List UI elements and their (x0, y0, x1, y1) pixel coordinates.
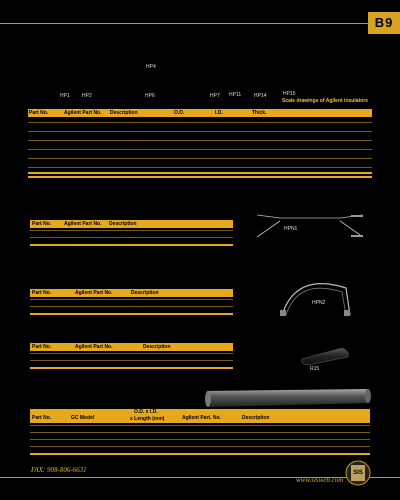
table3-bottom-rule (30, 313, 233, 315)
table5-body (30, 425, 370, 455)
footer-website[interactable]: www.sisweb.com (296, 476, 344, 484)
table1-bottom-rule (28, 172, 372, 174)
table2-header (30, 220, 233, 228)
hp15-label: HP15 (283, 91, 296, 97)
table-row (28, 167, 372, 168)
table4-col-agilent: Agilent Part No. (75, 344, 113, 350)
table4-body (30, 353, 233, 369)
table5-col-length: x Length (mm) (130, 416, 165, 422)
table1-col-thick: Thick. (252, 110, 267, 116)
table2-col-agilent: Agilent Part No. (64, 221, 102, 227)
table1-col-part-no: Part No. (29, 110, 49, 116)
hp4-label: HP4 (146, 64, 156, 70)
table-row (30, 230, 233, 231)
table-row (30, 353, 233, 354)
table2-bottom-rule (30, 244, 233, 246)
table3-col-part-no: Part No. (32, 290, 52, 296)
table2-col-part-no: Part No. (32, 221, 52, 227)
table1-col-description: Description (110, 110, 138, 116)
table-row (28, 131, 372, 132)
table5-bottom-rule (30, 453, 370, 455)
table5-col-description: Description (242, 415, 270, 421)
table5-col-agilent: Agilent Part. No. (182, 415, 221, 421)
table-row (30, 237, 233, 238)
sis-logo-icon (345, 460, 371, 486)
table-row (28, 140, 372, 141)
hpn1-label: HPN1 (284, 226, 298, 232)
table-row (30, 306, 233, 307)
top-rule (0, 23, 368, 24)
table5-col-gc-model: GC Model (71, 415, 95, 421)
table-row (30, 432, 370, 433)
hpn2-label: HPN2 (312, 300, 326, 306)
footer-fax: FAX: 908-806-6631 (31, 466, 87, 474)
table-row (30, 299, 233, 300)
table3-header (30, 289, 233, 297)
table2-body (30, 230, 233, 246)
table1-col-od: O.D. (174, 110, 185, 116)
table1-bottom-rule-2 (28, 176, 372, 178)
table-row (30, 446, 370, 447)
table5-header (30, 409, 370, 423)
table1-col-agilent: Agilent Part No. (64, 110, 102, 116)
table-row (28, 122, 372, 123)
table3-col-description: Description (131, 290, 159, 296)
table2-col-description: Description (109, 221, 137, 227)
r15-insulator-drawing (298, 345, 353, 367)
hp6-label: HP6 (145, 93, 155, 99)
table4-header (30, 343, 233, 351)
hpn1-insulator-drawing (255, 212, 370, 240)
hp2-label: HP2 (82, 93, 92, 99)
table4-col-description: Description (143, 344, 171, 350)
sis-logo-text: SIS (353, 470, 363, 476)
table1-body (28, 120, 372, 178)
table-row (30, 360, 233, 361)
table3-col-agilent: Agilent Part No. (75, 290, 113, 296)
hp14-label: HP14 (254, 93, 267, 99)
table-row (28, 149, 372, 150)
table-row (30, 439, 370, 440)
r15-label: R15 (310, 366, 320, 372)
hp11-label: HP11 (229, 92, 242, 98)
liner-drawing (203, 387, 373, 411)
page-badge: B9 (368, 12, 400, 34)
table1-col-id: I.D. (215, 110, 223, 116)
hp1-label: HP1 (60, 93, 70, 99)
table3-body (30, 299, 233, 315)
table5-col-part-no: Part No. (32, 415, 52, 421)
hpn2-insulator-drawing (276, 270, 356, 320)
scale-caption: Scale drawings of Agilent insulators (282, 98, 368, 104)
table-row (30, 425, 370, 426)
table4-bottom-rule (30, 367, 233, 369)
table1-header (28, 109, 372, 117)
table-row (28, 158, 372, 159)
table5-col-od-id: O.D. x I.D. (134, 409, 158, 415)
table4-col-part-no: Part No. (32, 344, 52, 350)
hp7-label: HP7 (210, 93, 220, 99)
